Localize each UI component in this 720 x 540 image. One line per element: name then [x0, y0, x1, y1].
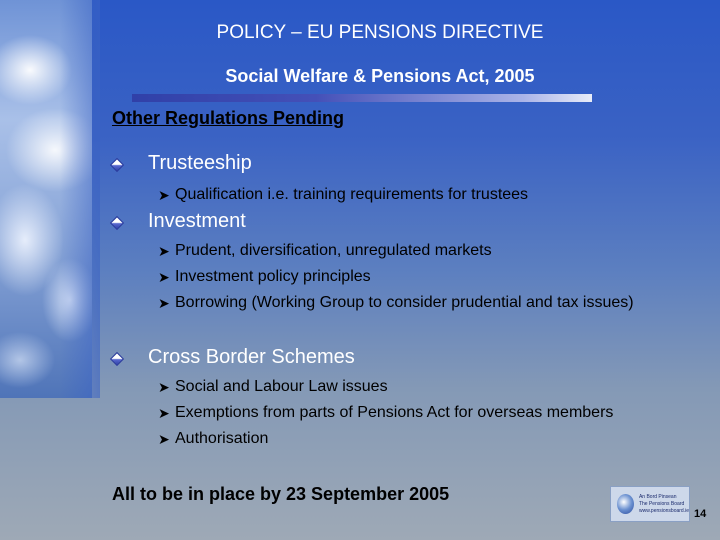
sub-bullet: [158, 290, 645, 316]
logo-line: The Pensions Board: [638, 500, 685, 507]
bullet-cross-border-schemes: [112, 346, 355, 369]
bullet-investment: [112, 210, 246, 233]
arrow-bullet-icon: ➤: [158, 269, 170, 285]
sub-bullet: [158, 374, 675, 400]
bullet-trusteeship: [112, 152, 252, 175]
sub-bullet-text: Social and Labour Law issues: [175, 378, 388, 395]
cloud-fade: [60, 0, 100, 398]
sub-bullet: [158, 264, 675, 290]
sub-bullet-text: Investment policy principles: [175, 268, 371, 285]
sub-bullet-text: Authorisation: [175, 430, 269, 447]
sub-bullet-text: Borrowing (Working Group to consider prudential and tax issues): [175, 294, 634, 311]
pensions-board-logo: [610, 486, 690, 522]
arrow-bullet-icon: ➤: [158, 243, 170, 259]
footer-note: All to be in place by 23 September 2005: [112, 484, 450, 504]
bullet-label: Trusteeship: [148, 152, 252, 174]
sub-bullet: [158, 182, 675, 208]
logo-mark-icon: [617, 494, 634, 514]
diamond-bullet-icon: [110, 157, 124, 171]
arrow-bullet-icon: ➤: [158, 431, 170, 447]
sub-bullet: [158, 238, 675, 264]
sub-bullet-text: Prudent, diversification, unregulated markets: [175, 242, 492, 259]
title-underline-bar: [132, 94, 592, 102]
sub-bullet-text: Exemptions from parts of Pensions Act for overseas members: [175, 404, 614, 421]
arrow-bullet-icon: ➤: [158, 187, 170, 203]
section-heading: Other Regulations Pending: [112, 108, 345, 128]
sub-bullet-text: Qualification i.e. training requirements for trustees: [175, 186, 529, 203]
bullet-label: Investment: [148, 210, 246, 232]
sub-bullet: [158, 426, 675, 452]
arrow-bullet-icon: ➤: [158, 405, 170, 421]
logo-line: An Bord Pinsean: [638, 493, 677, 500]
bullet-label: Cross Border Schemes: [148, 346, 355, 368]
diamond-bullet-icon: [110, 215, 124, 229]
sub-bullet: [158, 400, 675, 426]
arrow-bullet-icon: ➤: [158, 295, 170, 311]
slide-title: POLICY – EU PENSIONS DIRECTIVE: [216, 22, 544, 43]
slide-subtitle: Social Welfare & Pensions Act, 2005: [225, 66, 535, 86]
logo-line: www.pensionsboard.ie: [638, 507, 689, 514]
diamond-bullet-icon: [110, 351, 124, 365]
arrow-bullet-icon: ➤: [158, 379, 170, 395]
page-number: 14: [694, 508, 707, 520]
